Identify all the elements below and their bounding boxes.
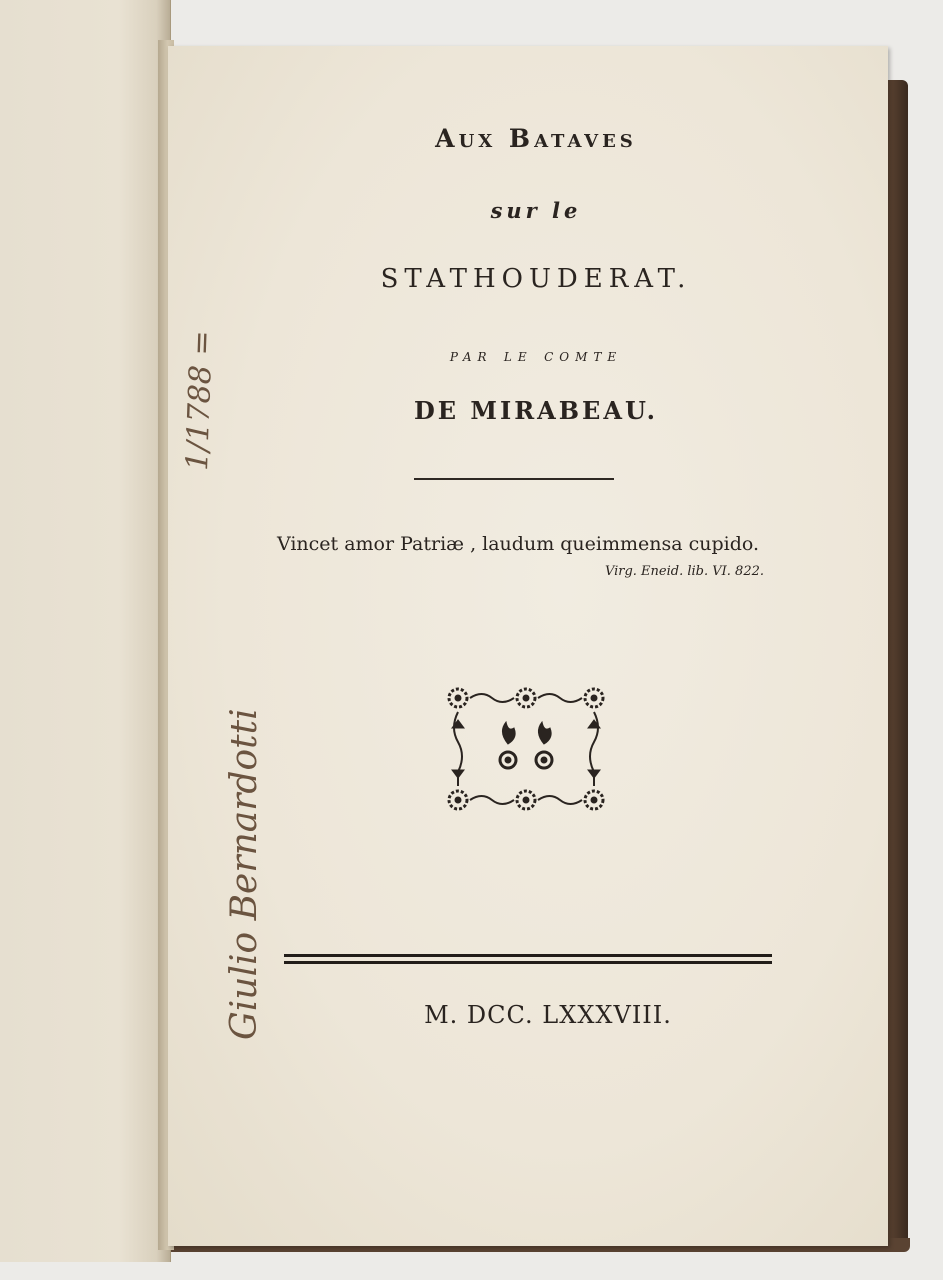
title-page [168, 46, 888, 1246]
flyleaf-page [0, 0, 171, 1262]
epigraph-attribution: Virg. Eneid. lib. VI. 822. [604, 564, 764, 579]
title-line-2: sur le [490, 198, 582, 223]
epigraph: Vincet amor Patriæ , laudum queimmensa cupido. [276, 533, 760, 555]
handwritten-name: Giulio Bernardotti [224, 708, 265, 1040]
double-rule [284, 954, 772, 968]
title-line-1: Aux Bataves [435, 124, 637, 153]
author-name: DE MIRABEAU. [413, 396, 659, 425]
author-prefix: par le comte [449, 346, 623, 366]
imprint-date: M. DCC. LXXXVIII. [424, 1001, 672, 1029]
printers-ornament [444, 684, 608, 814]
rosette-icon [449, 689, 603, 809]
handwritten-note: 1/1788 = [180, 329, 220, 472]
flame-icon [500, 722, 552, 768]
divider-rule [414, 478, 614, 480]
title-line-3: STATHOUDERAT. [380, 264, 692, 294]
